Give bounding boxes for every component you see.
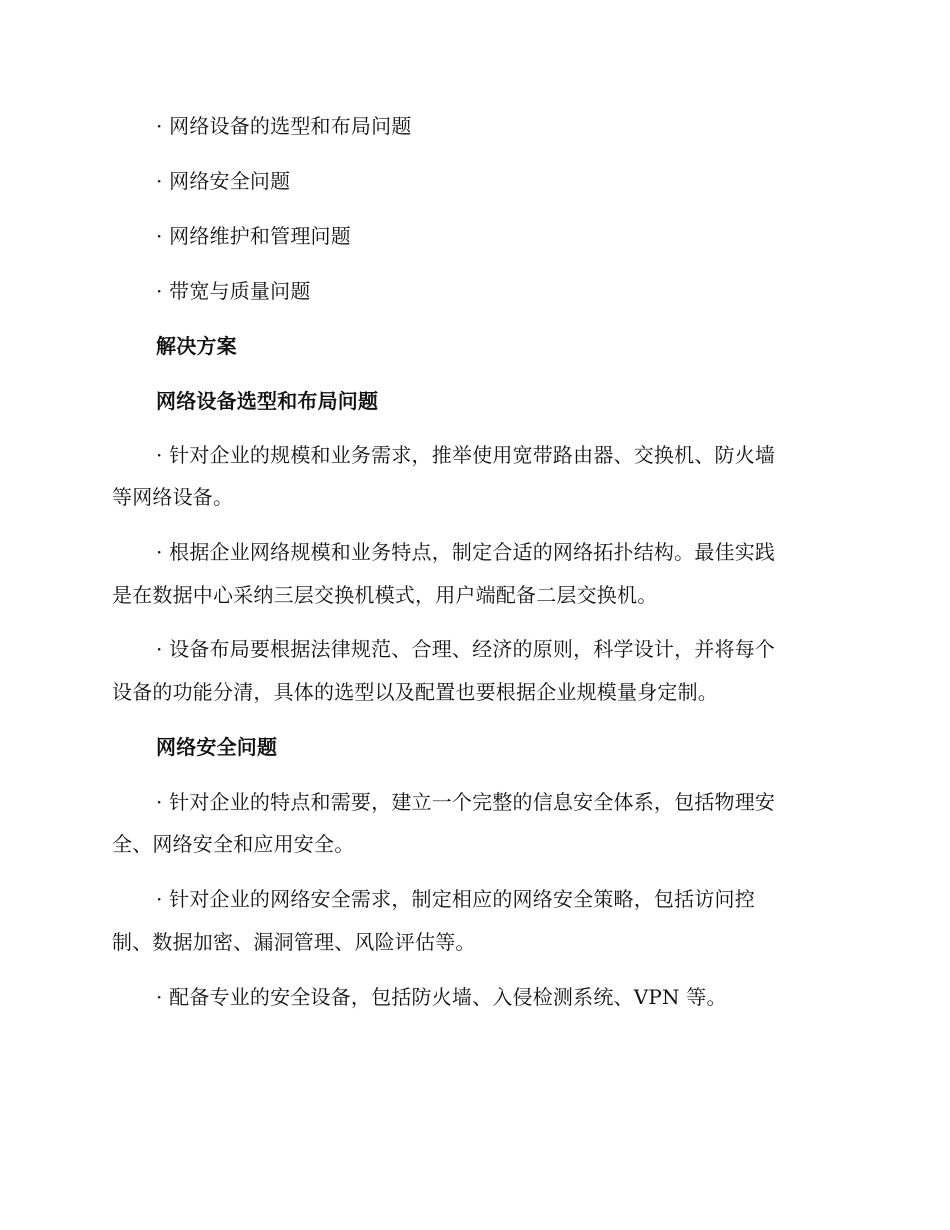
section-heading-solution: 解决方案 <box>156 334 237 358</box>
paragraph-line: · 根据企业网络规模和业务特点，制定合适的网络拓扑结构。最佳实践 <box>156 540 776 564</box>
paragraph-line: 是在数据中心采纳三层交换机模式，用户端配备二层交换机。 <box>112 583 658 607</box>
paragraph-line: · 针对企业的规模和业务需求，推举使用宽带路由器、交换机、防火墙 <box>156 443 776 467</box>
paragraph-line: 全、网络安全和应用安全。 <box>112 832 355 856</box>
paragraph-line: · 配备专业的安全设备，包括防火墙、入侵检测系统、VPN 等。 <box>156 985 727 1009</box>
paragraph-line: 设备的功能分清，具体的选型以及配置也要根据企业规模量身定制。 <box>112 680 718 704</box>
subsection-heading-security: 网络安全问题 <box>156 735 278 759</box>
bullet-item: · 网络设备的选型和布局问题 <box>156 114 412 138</box>
bullet-item: · 带宽与质量问题 <box>156 279 311 303</box>
subsection-heading-device: 网络设备选型和布局问题 <box>156 389 379 413</box>
paragraph-line: · 设备布局要根据法律规范、合理、经济的原则，科学设计，并将每个 <box>156 637 776 661</box>
paragraph-line: 等网络设备。 <box>112 485 234 509</box>
paragraph-line: · 针对企业的特点和需要，建立一个完整的信息安全体系，包括物理安 <box>156 790 776 814</box>
paragraph-line: · 针对企业的网络安全需求，制定相应的网络安全策略，包括访问控 <box>156 887 755 911</box>
paragraph-line: 制、数据加密、漏洞管理、风险评估等。 <box>112 930 476 954</box>
bullet-item: · 网络安全问题 <box>156 169 291 193</box>
bullet-item: · 网络维护和管理问题 <box>156 224 351 248</box>
